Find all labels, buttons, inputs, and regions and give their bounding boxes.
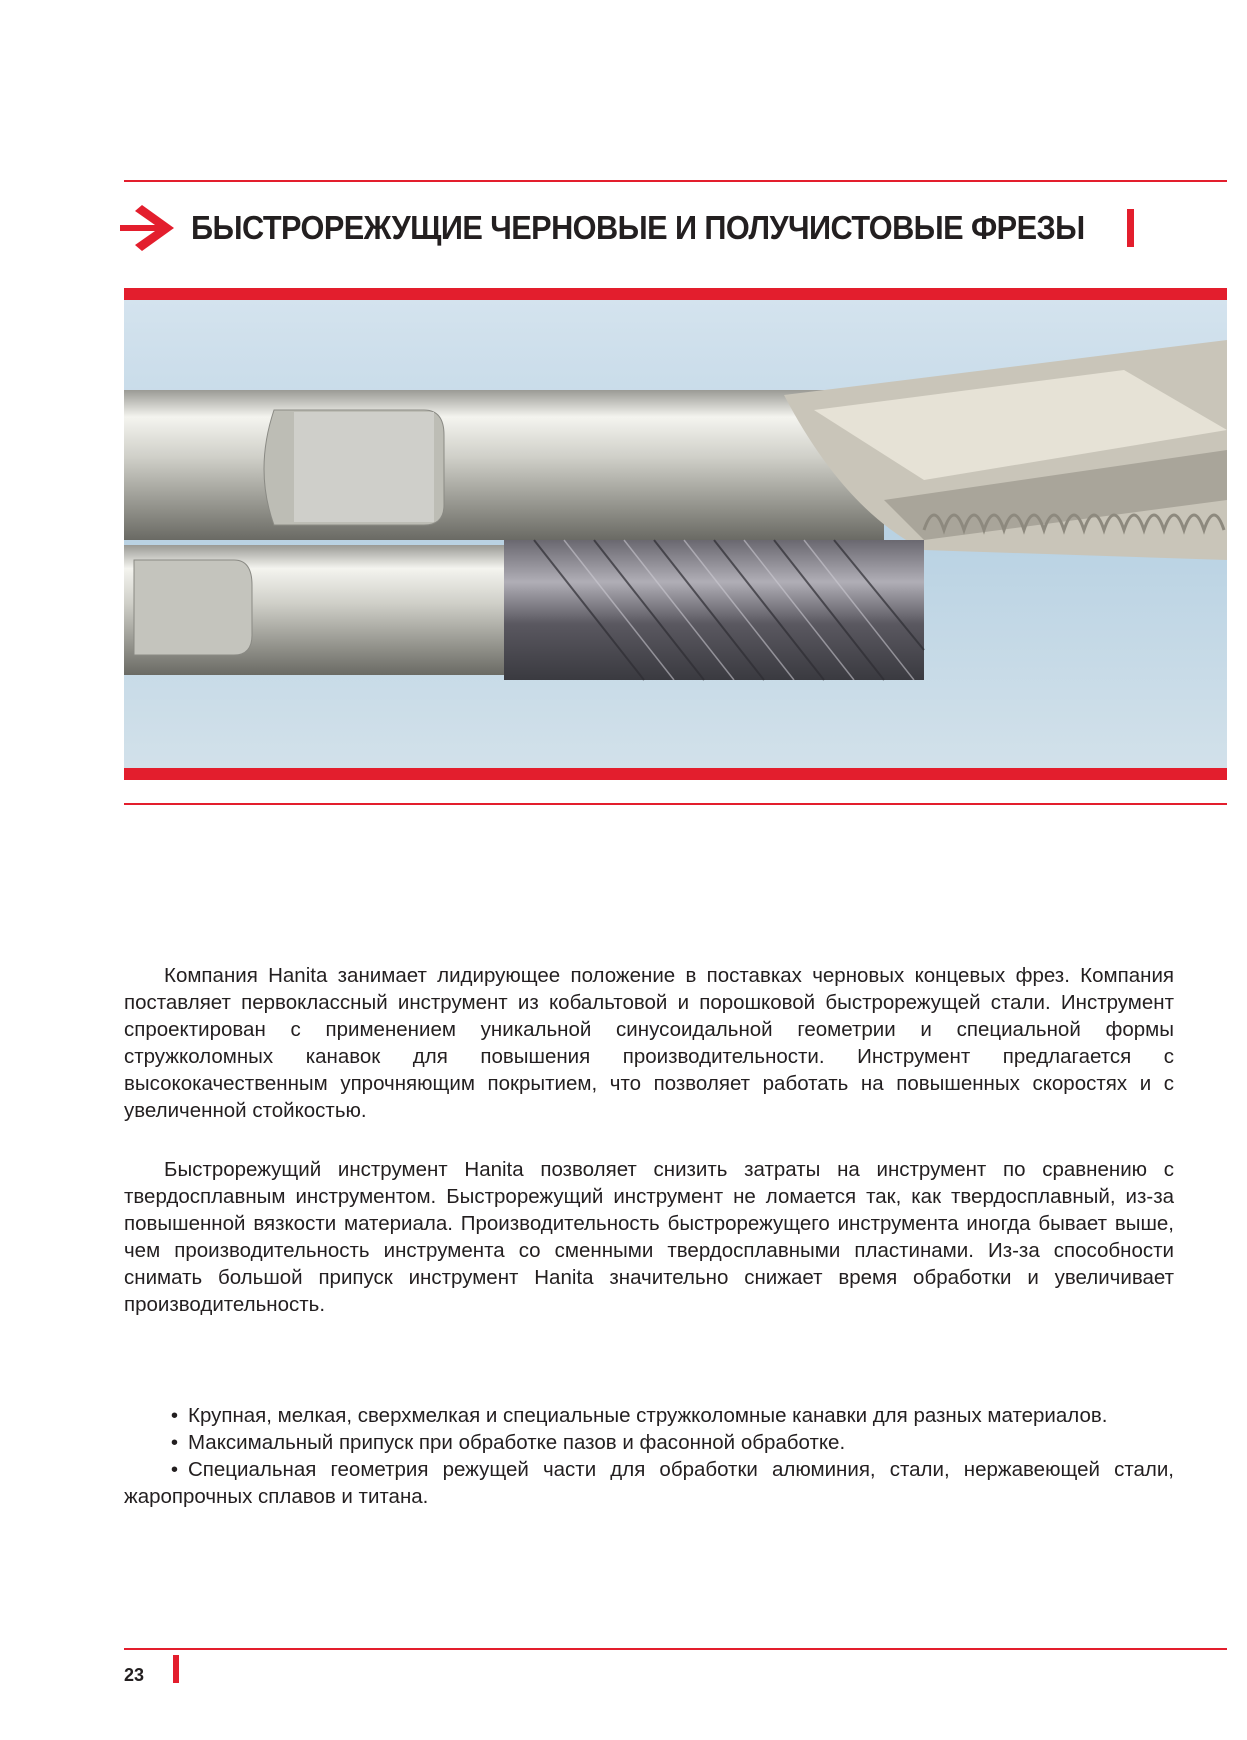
cost-paragraph [124, 1156, 1174, 1318]
arrow-right-icon [120, 205, 174, 251]
bullet-icon: • [170, 1458, 178, 1481]
feature-text: Крупная, мелкая, сверхмелкая и специальные стружколомные канавки для разных материалов. [188, 1404, 1108, 1427]
page-number: 23 [124, 1665, 145, 1685]
intro-paragraph [124, 962, 1174, 1124]
bullet-icon: • [170, 1404, 178, 1427]
feature-text: Максимальный припуск при обработке пазов и фасонной обработке. [188, 1431, 846, 1454]
end-mill-photo [124, 300, 1227, 768]
hero-bottom-band [124, 768, 1227, 780]
title-row [120, 205, 1220, 253]
feature-list [124, 1402, 1174, 1510]
section-rule [124, 803, 1227, 805]
feature-item [124, 1402, 1174, 1429]
bullet-icon: • [170, 1431, 178, 1454]
feature-text: Специальная геометрия режущей части для обработки алюминия, стали, нержавеющей стали, жаропрочных сплавов и титана. [124, 1458, 1174, 1508]
intro-paragraph-text: Компания Hanita занимает лидирующее положение в поставках черновых концевых фрез. Компания поставляет первоклассный инструмент из кобальтовой и порошковой быстрорежущей стали. Инструмент спроектирован с применением уникальной синусоидальной геометрии и специальной формы стружколомных канавок для повышения производительности. Инструмент предлагается с высококачественным упрочняющим покрытием, что позволяет работать на повышенных скоростях и с увеличенной стойкостью. [124, 964, 1174, 1122]
page-title: БЫСТРОРЕЖУЩИЕ ЧЕРНОВЫЕ И ПОЛУЧИСТОВЫЕ ФРЕЗЫ [191, 209, 1085, 246]
title-accent-bar [1127, 209, 1134, 247]
feature-item [124, 1429, 1174, 1456]
top-rule [124, 180, 1227, 182]
feature-item [124, 1456, 1174, 1510]
hero-top-band [124, 288, 1227, 300]
footer-rule [124, 1648, 1227, 1650]
end-mill-illustration [124, 300, 1227, 768]
cost-paragraph-text: Быстрорежущий инструмент Hanita позволяет снизить затраты на инструмент по сравнению с твердосплавным инструментом. Быстрорежущий инструмент не ломается так, как твердосплавный, из-за повышенной вязкости материала. Производительность быстрорежущего инструмента иногда бывает выше, чем производительность инструмента со сменными твердосплавными пластинами. Из-за способности снимать большой припуск инструмент Hanita значительно снижает время обработки и увеличивает производительность. [124, 1158, 1174, 1316]
footer-accent-bar [173, 1655, 179, 1683]
